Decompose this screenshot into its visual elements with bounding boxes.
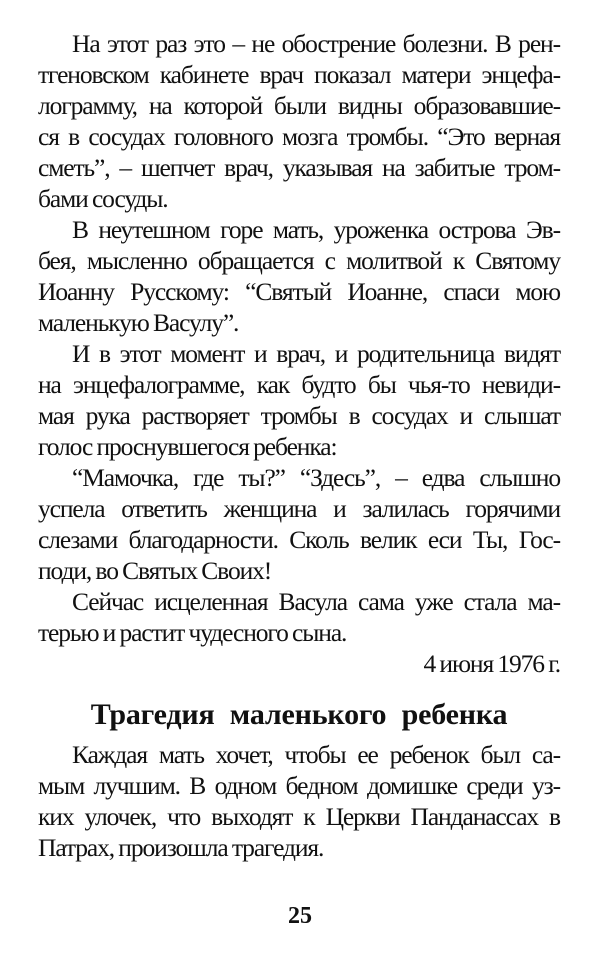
text-line: Иоанну Русскому: “Святый Иоанне, спаси мою: [38, 277, 560, 306]
paragraph-1: [38, 28, 560, 214]
text-line: на энцефалограмме, как будто бы чья-то невиди-: [38, 370, 560, 399]
section-paragraph: [38, 739, 560, 863]
text-line: поди, во Святых Своих!: [38, 556, 272, 585]
text-line: сметь”, – шепчет врач, указывая на забитые тром-: [38, 153, 560, 182]
text-line: мым лучшим. В одном бедном домишке среди уз-: [38, 771, 560, 800]
text-line: голос проснувшегося ребенка:: [38, 432, 337, 461]
text-line: Сейчас исцеленная Васула сама уже стала ма-: [72, 587, 560, 616]
text-line: тгеновском кабинете врач показал матери энцефа-: [38, 60, 560, 89]
paragraph-3: [38, 338, 560, 462]
section-heading: Трагедия маленького ребенка: [90, 698, 508, 731]
text-line: маленькую Васулу”.: [38, 308, 239, 337]
text-line: ся в сосудах головного мозга тромбы. “Это верная: [38, 122, 560, 151]
page-number: 25: [288, 903, 312, 929]
text-line: лограмму, на которой были видны образовавшие-: [38, 91, 560, 120]
text-line: “Мамочка, где ты?” “Здесь”, – едва слышно: [72, 463, 560, 492]
book-page-text: [38, 28, 560, 863]
text-line: Патрах, произошла трагедия.: [38, 833, 324, 862]
text-line: терью и растит чудесного сына.: [38, 618, 347, 647]
paragraph-2: [38, 214, 560, 338]
text-line: И в этот момент и врач, и родительница видят: [72, 339, 560, 368]
paragraph-5: [38, 586, 560, 648]
date-signature: 4 июня 1976 г.: [423, 649, 560, 678]
paragraph-4: [38, 462, 560, 586]
text-line: Каждая мать хочет, чтобы ее ребенок был са-: [72, 740, 560, 769]
text-line: бея, мысленно обращается с молитвой к Святому: [38, 246, 560, 275]
text-line: слезами благодарности. Сколь велик еси Ты, Гос-: [38, 525, 560, 554]
text-line: успела ответить женщина и залилась горячими: [38, 494, 560, 523]
text-line: На этот раз это – не обострение болезни. В рен-: [72, 29, 560, 58]
text-line: ких улочек, что выходят к Церкви Панданассах в: [38, 802, 560, 831]
text-line: бами сосуды.: [38, 184, 168, 213]
text-line: В неутешном горе мать, уроженка острова Эв-: [72, 215, 560, 244]
text-line: мая рука растворяет тромбы в сосудах и слышат: [38, 401, 560, 430]
